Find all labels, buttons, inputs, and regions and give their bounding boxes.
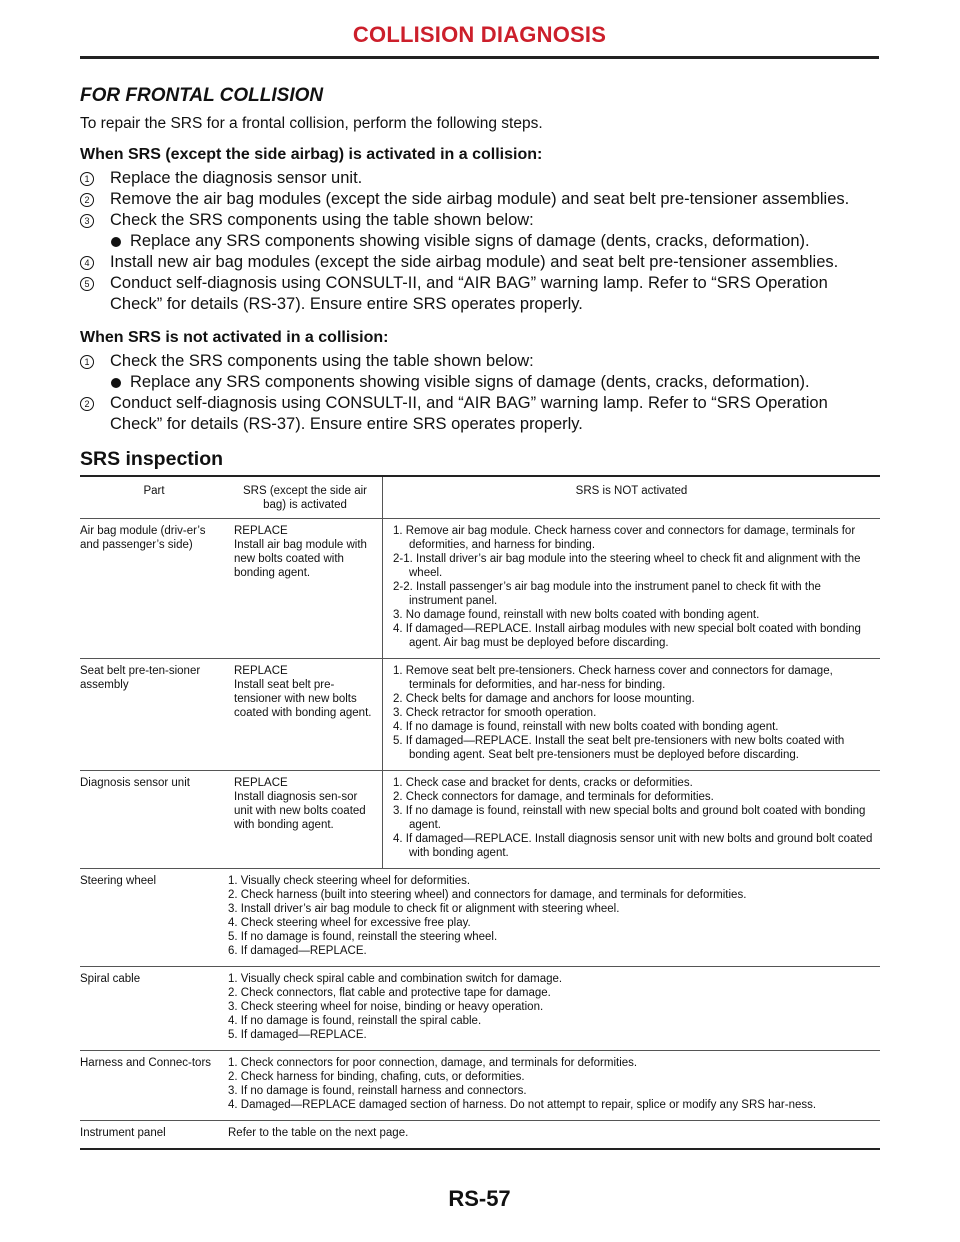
- part-cell: Air bag module (driv-er’s and passenger’s side): [80, 519, 228, 659]
- step-number: 4: [80, 256, 94, 270]
- instruction-line: 4. If damaged—REPLACE. Install diagnosis sensor unit with new bolts and ground bolt coated with bonding agent.: [393, 833, 873, 859]
- table-row: [80, 869, 880, 967]
- step-text: Install new air bag modules (except the side airbag module) and seat belt pre-tensioner assemblies.: [110, 253, 839, 271]
- part-cell: Instrument panel: [80, 1121, 228, 1150]
- instruction-line: Refer to the table on the next page.: [228, 1127, 409, 1139]
- table-header-row: [80, 476, 880, 519]
- inspection-title: SRS inspection: [80, 448, 224, 470]
- table-row: [80, 659, 880, 771]
- step-item: [80, 252, 880, 273]
- srs-inspection-table: [80, 475, 880, 1150]
- step-number: 1: [80, 172, 94, 186]
- activated-heading: When SRS (except the side airbag) is activated in a collision:: [80, 146, 543, 163]
- part-cell: Harness and Connec-tors: [80, 1051, 228, 1121]
- instruction-line: 3. If no damage is found, reinstall harness and connectors.: [228, 1085, 527, 1097]
- instruction-line: 3. If no damage is found, reinstall with new special bolts and ground bolt coated with bonding agent.: [393, 805, 866, 831]
- not-activated-cell: [383, 771, 881, 869]
- header-part: Part: [80, 476, 228, 519]
- not-activated-cell: [383, 659, 881, 771]
- step-number: 2: [80, 193, 94, 207]
- instruction-line: 3. No damage found, reinstall with new bolts coated with bonding agent.: [393, 609, 760, 621]
- step-marker-icon: [80, 274, 94, 295]
- instruction-line: 1. Visually check spiral cable and combination switch for damage.: [228, 973, 563, 985]
- activated-line: Install seat belt pre-tensioner with new bolts coated with bonding agent.: [234, 679, 372, 719]
- step-item: [80, 168, 880, 189]
- table-row: [80, 1051, 880, 1121]
- table-row: [80, 519, 880, 659]
- instruction-line: 1. Remove seat belt pre-tensioners. Check harness cover and connectors for damage, terminals for deformities, and har-ness for binding.: [393, 665, 833, 691]
- instruction-line: 4. If no damage is found, reinstall with new bolts coated with bonding agent.: [393, 721, 779, 733]
- bullet-item: Replace any SRS components showing visible signs of damage (dents, cracks, deformation).: [80, 372, 880, 393]
- table-row: [80, 1121, 880, 1150]
- page-header-title: COLLISION DIAGNOSIS: [352, 22, 607, 47]
- step-marker-icon: [80, 394, 94, 415]
- step-number: 1: [80, 355, 94, 369]
- page-header: [80, 22, 879, 48]
- instruction-line: 4. If no damage is found, reinstall the spiral cable.: [228, 1015, 482, 1027]
- activated-line: Install air bag module with new bolts coated with bonding agent.: [234, 539, 367, 579]
- header-not-activated: SRS is NOT activated: [383, 476, 881, 519]
- step-text: Check the SRS components using the table shown below:: [110, 352, 534, 370]
- instruction-line: 3. Install driver’s air bag module to check fit or alignment with steering wheel.: [228, 903, 620, 915]
- instruction-line: 2. Check harness (built into steering wheel) and connectors for damage, and terminals for deformities.: [228, 889, 747, 901]
- instruction-line: 3. Check steering wheel for noise, binding or heavy operation.: [228, 1001, 544, 1013]
- combined-cell: [228, 1051, 880, 1121]
- combined-cell: [228, 869, 880, 967]
- step-number: 3: [80, 214, 94, 228]
- instruction-line: 4. Check steering wheel for excessive free play.: [228, 917, 471, 929]
- step-marker-icon: [80, 169, 94, 190]
- step-text: Conduct self-diagnosis using CONSULT-II, and “AIR BAG” warning lamp. Refer to “SRS Operation Check” for details (RS-37). Ensure entire SRS operates properly.: [110, 274, 828, 313]
- activated-cell: [228, 519, 383, 659]
- step-text: Remove the air bag modules (except the side airbag module) and seat belt pre-tensioner assemblies.: [110, 190, 850, 208]
- intro-text: To repair the SRS for a frontal collision, perform the following steps.: [80, 115, 543, 132]
- activated-line: REPLACE: [234, 665, 288, 677]
- activated-steps: [80, 168, 880, 315]
- instruction-line: 2. Check harness for binding, chafing, cuts, or deformities.: [228, 1071, 525, 1083]
- step-item: [80, 210, 880, 231]
- step-marker-icon: [80, 352, 94, 373]
- table-row: [80, 771, 880, 869]
- combined-cell: [228, 1121, 880, 1150]
- instruction-line: 4. Damaged—REPLACE damaged section of harness. Do not attempt to repair, splice or modify any SRS har-ness.: [228, 1099, 817, 1111]
- table-row: [80, 967, 880, 1051]
- not-activated-cell: [383, 519, 881, 659]
- header-activated: SRS (except the side air bag) is activated: [228, 476, 383, 519]
- combined-cell: [228, 967, 880, 1051]
- instruction-line: 2. Check connectors for damage, and terminals for deformities.: [393, 791, 714, 803]
- instruction-line: 6. If damaged—REPLACE.: [228, 945, 367, 957]
- step-item: [80, 351, 880, 372]
- not-activated-heading: When SRS is not activated in a collision:: [80, 329, 389, 346]
- instruction-line: 2. Check belts for damage and anchors for loose mounting.: [393, 693, 695, 705]
- step-item: [80, 393, 880, 435]
- activated-cell: [228, 771, 383, 869]
- instruction-line: 1. Visually check steering wheel for deformities.: [228, 875, 471, 887]
- instruction-line: 1. Check connectors for poor connection, damage, and terminals for deformities.: [228, 1057, 638, 1069]
- part-cell: Diagnosis sensor unit: [80, 771, 228, 869]
- page-number: RS-57: [448, 1186, 511, 1211]
- step-text: Replace the diagnosis sensor unit.: [110, 169, 363, 187]
- step-marker-icon: [80, 190, 94, 211]
- step-number: 5: [80, 277, 94, 291]
- instruction-line: 2. Check connectors, flat cable and protective tape for damage.: [228, 987, 551, 999]
- instruction-line: 2-1. Install driver’s air bag module into the steering wheel to check fit and alignment with the wheel.: [393, 553, 861, 579]
- step-marker-icon: [80, 253, 94, 274]
- instruction-line: 5. If no damage is found, reinstall the steering wheel.: [228, 931, 498, 943]
- bullet-icon: [111, 237, 121, 247]
- step-marker-icon: [80, 211, 94, 232]
- activated-line: REPLACE: [234, 525, 288, 537]
- activated-line: Install diagnosis sen-sor unit with new bolts coated with bonding agent.: [234, 791, 366, 831]
- activated-line: REPLACE: [234, 777, 288, 789]
- step-text: Check the SRS components using the table shown below:: [110, 211, 534, 229]
- step-item: [80, 273, 880, 315]
- header-rule: [80, 56, 879, 59]
- bullet-icon: [111, 378, 121, 388]
- instruction-line: 3. Check retractor for smooth operation.: [393, 707, 597, 719]
- step-number: 2: [80, 397, 94, 411]
- instruction-line: 5. If damaged—REPLACE.: [228, 1029, 367, 1041]
- step-item: [80, 189, 880, 210]
- instruction-line: 1. Remove air bag module. Check harness cover and connectors for damage, terminals for deformities, and harness for binding.: [393, 525, 856, 551]
- part-cell: Seat belt pre-ten-sioner assembly: [80, 659, 228, 771]
- activated-cell: [228, 659, 383, 771]
- instruction-line: 5. If damaged—REPLACE. Install the seat belt pre-tensioners with new bolts coated with bonding agent. Seat belt pre-tensioners must be deployed before discarding.: [393, 735, 845, 761]
- section-title: FOR FRONTAL COLLISION: [80, 85, 324, 106]
- bullet-item: Replace any SRS components showing visible signs of damage (dents, cracks, deformation).: [80, 231, 880, 252]
- part-cell: Spiral cable: [80, 967, 228, 1051]
- instruction-line: 4. If damaged—REPLACE. Install airbag modules with new special bolt coated with bonding agent. Air bag must be deployed before discarding.: [393, 623, 861, 649]
- step-text: Conduct self-diagnosis using CONSULT-II, and “AIR BAG” warning lamp. Refer to “SRS Operation Check” for details (RS-37). Ensure entire SRS operates properly.: [110, 394, 828, 433]
- part-cell: Steering wheel: [80, 869, 228, 967]
- instruction-line: 1. Check case and bracket for dents, cracks or deformities.: [393, 777, 693, 789]
- not-activated-steps: [80, 351, 880, 435]
- page-content: [80, 84, 880, 1150]
- instruction-line: 2-2. Install passenger’s air bag module into the instrument panel to check fit with the instrument panel.: [393, 581, 821, 607]
